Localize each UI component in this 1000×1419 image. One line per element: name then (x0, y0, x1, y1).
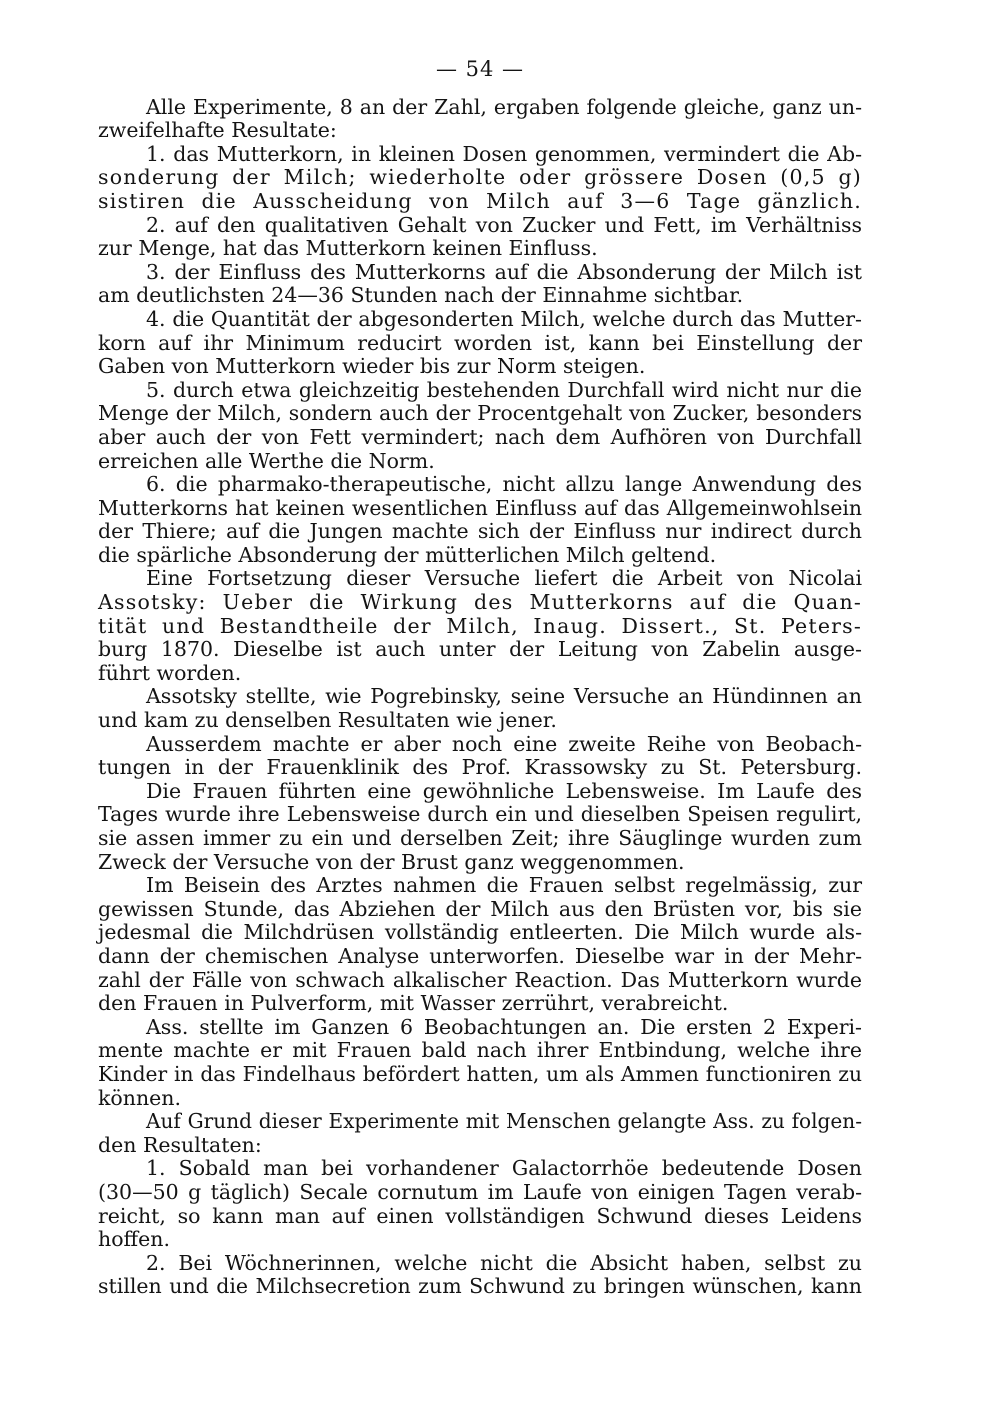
text-line: 3. der Einfluss des Mutterkorns auf die Absonderung der Milch ist (146, 259, 862, 284)
text-line: 1. das Mutterkorn, in kleinen Dosen genommen, vermindert die Ab- (146, 141, 862, 166)
text-line: Zweck der Versuche von der Brust ganz weggenommen. (98, 849, 685, 874)
text-line: sistiren die Ausscheidung von Milch auf 3—6 Tage gänzlich. (98, 188, 862, 213)
page-number: — 54 — (435, 57, 525, 81)
text-line: den Resultaten: (98, 1132, 262, 1157)
text-line: burg 1870. Dieselbe ist auch unter der Leitung von Zabelin ausge- (98, 637, 862, 662)
text-line: mente machte er mit Frauen bald nach ihrer Entbindung, welche ihre (98, 1038, 862, 1063)
text-line: tungen in der Frauenklinik des Prof. Krassowsky zu St. Petersburg. (98, 755, 862, 780)
text-line: den Frauen in Pulverform, mit Wasser zerrührt, verabreicht. (98, 991, 729, 1016)
text-line: Menge der Milch, sondern auch der Procentgehalt von Zucker, besonders (98, 401, 862, 426)
text-line: Kinder in das Findelhaus befördert hatten, um als Ammen functioniren zu (98, 1061, 862, 1086)
text-line: Die Frauen führten eine gewöhnliche Lebensweise. Im Laufe des (146, 778, 862, 803)
text-line: 2. auf den qualitativen Gehalt von Zucker und Fett, im Verhältniss (146, 212, 862, 237)
text-line: 2. Bei Wöchnerinnen, welche nicht die Absicht haben, selbst zu (146, 1250, 862, 1275)
text-line: Assotsky: Ueber die Wirkung des Mutterkorns auf die Quan- (98, 590, 862, 615)
text-line: Im Beisein des Arztes nahmen die Frauen selbst regelmässig, zur (146, 873, 862, 898)
text-line: zweifelhafte Resultate: (98, 118, 337, 143)
text-line: Eine Fortsetzung dieser Versuche liefert die Arbeit von Nicolai (146, 566, 862, 591)
text-line: Mutterkorns hat keinen wesentlichen Einfluss auf das Allgemeinwohlsein (98, 495, 862, 520)
text-line: 5. durch etwa gleichzeitig bestehenden Durchfall wird nicht nur die (146, 377, 862, 402)
text-line: jedesmal die Milchdrüsen vollständig entleerten. Die Milch wurde als- (98, 920, 862, 945)
text-line: 4. die Quantität der abgesonderten Milch, welche durch das Mutter- (146, 306, 862, 331)
text-line: gewissen Stunde, das Abziehen der Milch aus den Brüsten vor, bis sie (98, 896, 862, 921)
text-line: Auf Grund dieser Experimente mit Menschen gelangte Ass. zu folgen- (146, 1109, 862, 1134)
text-line: Ass. stellte im Ganzen 6 Beobachtungen an. Die ersten 2 Experi- (146, 1014, 862, 1039)
text-line: dann der chemischen Analyse unterworfen. Dieselbe war in der Mehr- (98, 943, 862, 968)
text-line: am deutlichsten 24—36 Stunden nach der Einnahme sichtbar. (98, 283, 744, 308)
text-line: stillen und die Milchsecretion zum Schwund zu bringen wünschen, kann (98, 1274, 862, 1299)
text-line: zur Menge, hat das Mutterkorn keinen Einfluss. (98, 236, 598, 261)
text-line: reicht, so kann man auf einen vollständigen Schwund dieses Leidens (98, 1203, 862, 1228)
body-text (98, 96, 862, 1299)
document-page (98, 58, 862, 1299)
text-line: Gaben von Mutterkorn wieder bis zur Norm steigen. (98, 354, 646, 379)
text-line: die spärliche Absonderung der mütterlichen Milch geltend. (98, 542, 717, 567)
text-line: der Thiere; auf die Jungen machte sich der Einfluss nur indirect durch (98, 519, 862, 544)
text-line: korn auf ihr Minimum reducirt worden ist, kann bei Einstellung der (98, 330, 862, 355)
text-line: aber auch der von Fett vermindert; nach dem Aufhören von Durchfall (98, 424, 862, 449)
text-line: zahl der Fälle von schwach alkalischer Reaction. Das Mutterkorn wurde (98, 967, 862, 992)
text-line: tität und Bestandtheile der Milch, Inaug. Dissert., St. Peters- (98, 613, 862, 638)
text-line: erreichen alle Werthe die Norm. (98, 448, 435, 473)
text-line: Tages wurde ihre Lebensweise durch ein und dieselben Speisen regulirt, (98, 802, 862, 827)
text-line: 6. die pharmako-therapeutische, nicht allzu lange Anwendung des (146, 472, 862, 497)
text-line: Alle Experimente, 8 an der Zahl, ergaben folgende gleiche, ganz un- (146, 94, 862, 119)
text-line: sie assen immer zu ein und derselben Zeit; ihre Säuglinge wurden zum (98, 826, 862, 850)
text-line: Assotsky stellte, wie Pogrebinsky, seine Versuche an Hündinnen an (146, 684, 862, 709)
text-line: und kam zu denselben Resultaten wie jener. (98, 708, 557, 733)
text-line: (30—50 g täglich) Secale cornutum im Laufe von einigen Tagen verab- (98, 1179, 862, 1204)
text-line: 1. Sobald man bei vorhandener Galactorrhöe bedeutende Dosen (146, 1156, 862, 1181)
text-line: führt worden. (98, 660, 242, 685)
text-line: sonderung der Milch; wiederholte oder grössere Dosen (0,5 g) (98, 165, 862, 190)
text-line: können. (98, 1085, 182, 1110)
text-line: hoffen. (98, 1227, 170, 1252)
text-line: Ausserdem machte er aber noch eine zweite Reihe von Beobach- (146, 731, 862, 756)
